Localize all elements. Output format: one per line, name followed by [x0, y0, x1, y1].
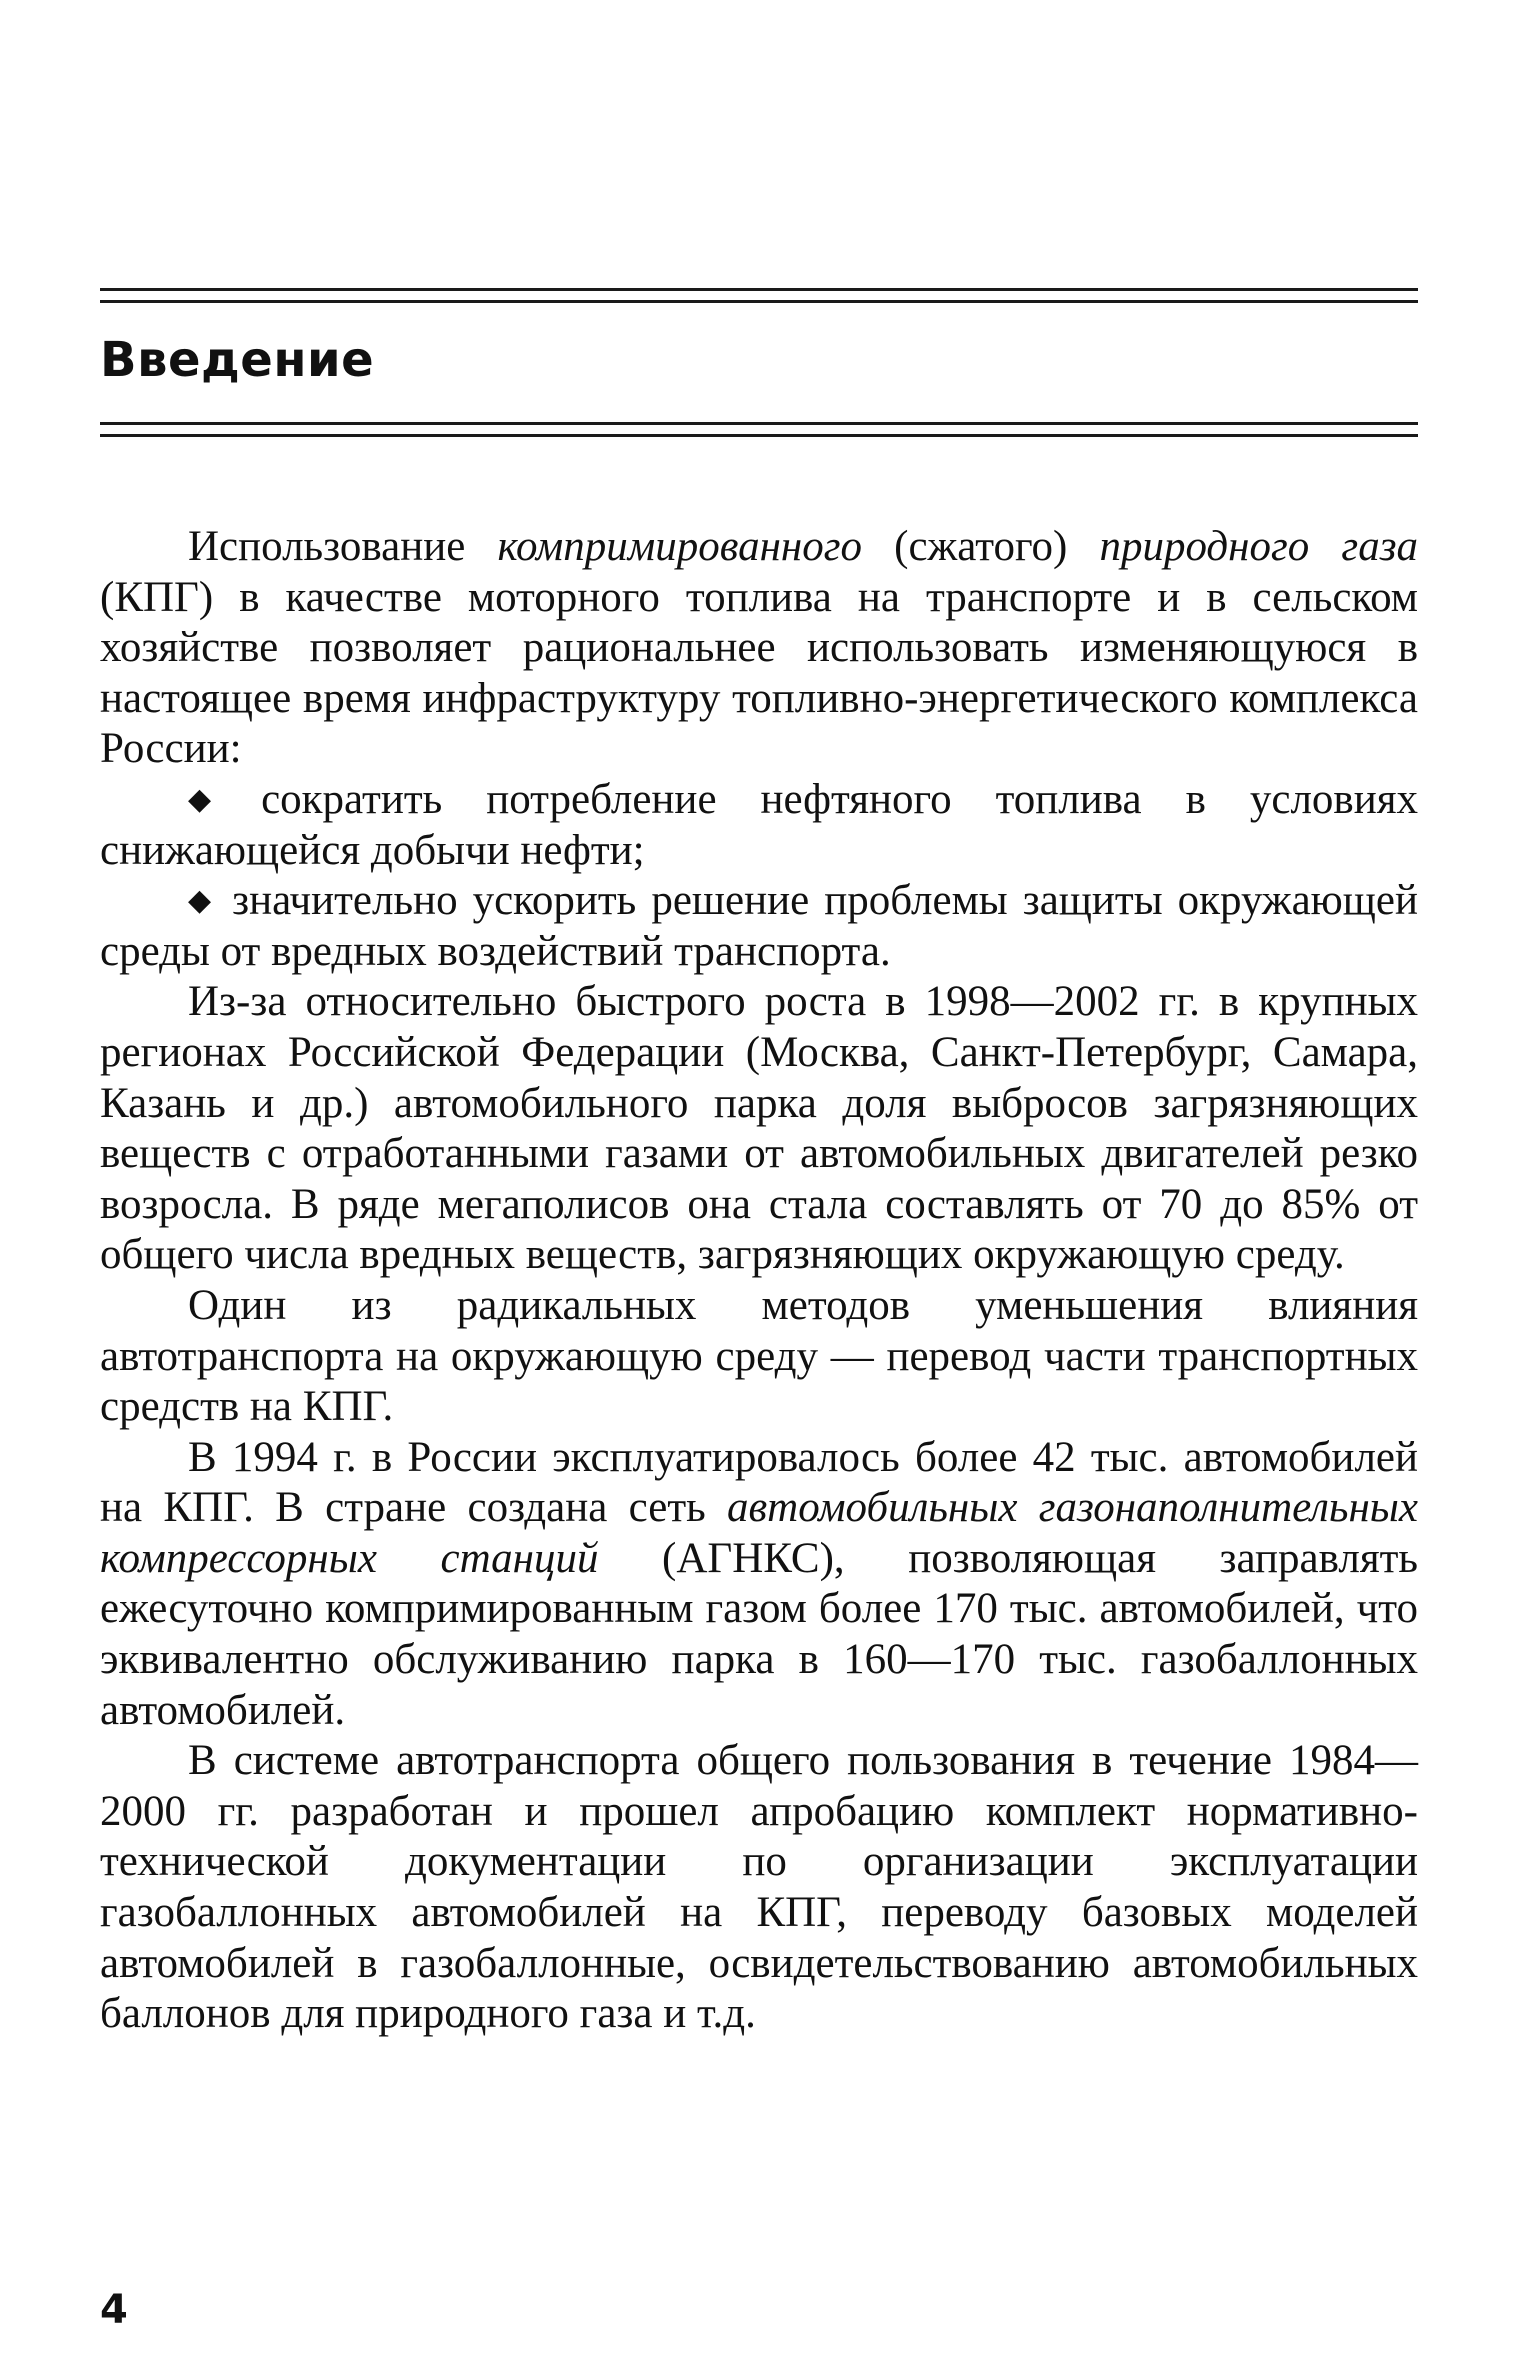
italic-term: компримированного [497, 523, 863, 570]
top-rule-upper [100, 288, 1418, 291]
diamond-bullet-icon: ◆ [188, 782, 212, 816]
bullet-text: сократить потребление нефтяного топлива в условиях снижающейся добычи нефти; [100, 775, 1419, 874]
paragraph-emissions: Из-за относительно быстрого роста в 1998—2002 гг. в крупных регионах Российской Федерации (Москва, Санкт-Петербург, Самара, Казань и др.) автомобильного парка доля выбросов загрязняющих веществ с отработанными газами от автомобильных двигателей резко возросла. В ряде мегаполисов она стала составлять от 70 до 85% от общего числа вредных веществ, загрязняющих окружающую среду. [100, 978, 1418, 1279]
paragraph-methods: Один из радикальных методов уменьшения влияния автотранспорта на окружающую среду — перевод части транспортных средств на КПГ. [100, 1281, 1418, 1431]
paragraph-text: (АГНКС), позволяющая заправлять ежесуточно компримированным газом более 170 тыс. автомобилей, что эквивалентно обслуживанию парка в 160—170 тыс. газобаллонных автомобилей. [100, 1534, 1418, 1734]
paragraph-intro [100, 522, 1418, 775]
body-text [100, 522, 1418, 2040]
paragraph-system: В системе автотранспорта общего пользования в течение 1984—2000 гг. разработан и прошел апробацию комплект нормативно-технической документации по организации эксплуатации газобаллонных автомобилей на КПГ, переводу базовых моделей автомобилей в газобаллонные, освидетельствованию автомобильных баллонов для природного газа и т.д. [100, 1737, 1418, 2038]
bullet-text: значительно ускорить решение проблемы защиты окружающей среды от вредных воздействий транспорта. [100, 877, 1419, 975]
italic-term: автомобильных газонаполнительных компрессорных станций [100, 1484, 1418, 1582]
bullet-item [100, 876, 1418, 977]
bottom-rule-upper [100, 422, 1418, 425]
top-rule-lower [100, 300, 1418, 303]
bullet-item [100, 775, 1418, 876]
chapter-title: Введение [100, 332, 375, 388]
paragraph-1994 [100, 1433, 1418, 1737]
paragraph-text: В 1994 г. в России эксплуатировалось более 42 тыс. автомобилей на КПГ. В стране создана сеть [100, 1433, 1418, 1532]
italic-term: природного газа [1099, 523, 1418, 570]
paragraph-text: (сжатого) [862, 523, 1100, 570]
diamond-bullet-icon: ◆ [188, 884, 212, 918]
page-number: 4 [100, 2287, 128, 2333]
paragraph-text: Использование [188, 523, 498, 570]
bottom-rule-lower [100, 434, 1418, 437]
paragraph-text: (КПГ) в качестве моторного топлива на транспорте и в сельском хозяйстве позволяет рациональнее использовать изменяющуюся в настоящее время инфраструктуру топливно-энергетического комплекса России: [100, 573, 1418, 773]
